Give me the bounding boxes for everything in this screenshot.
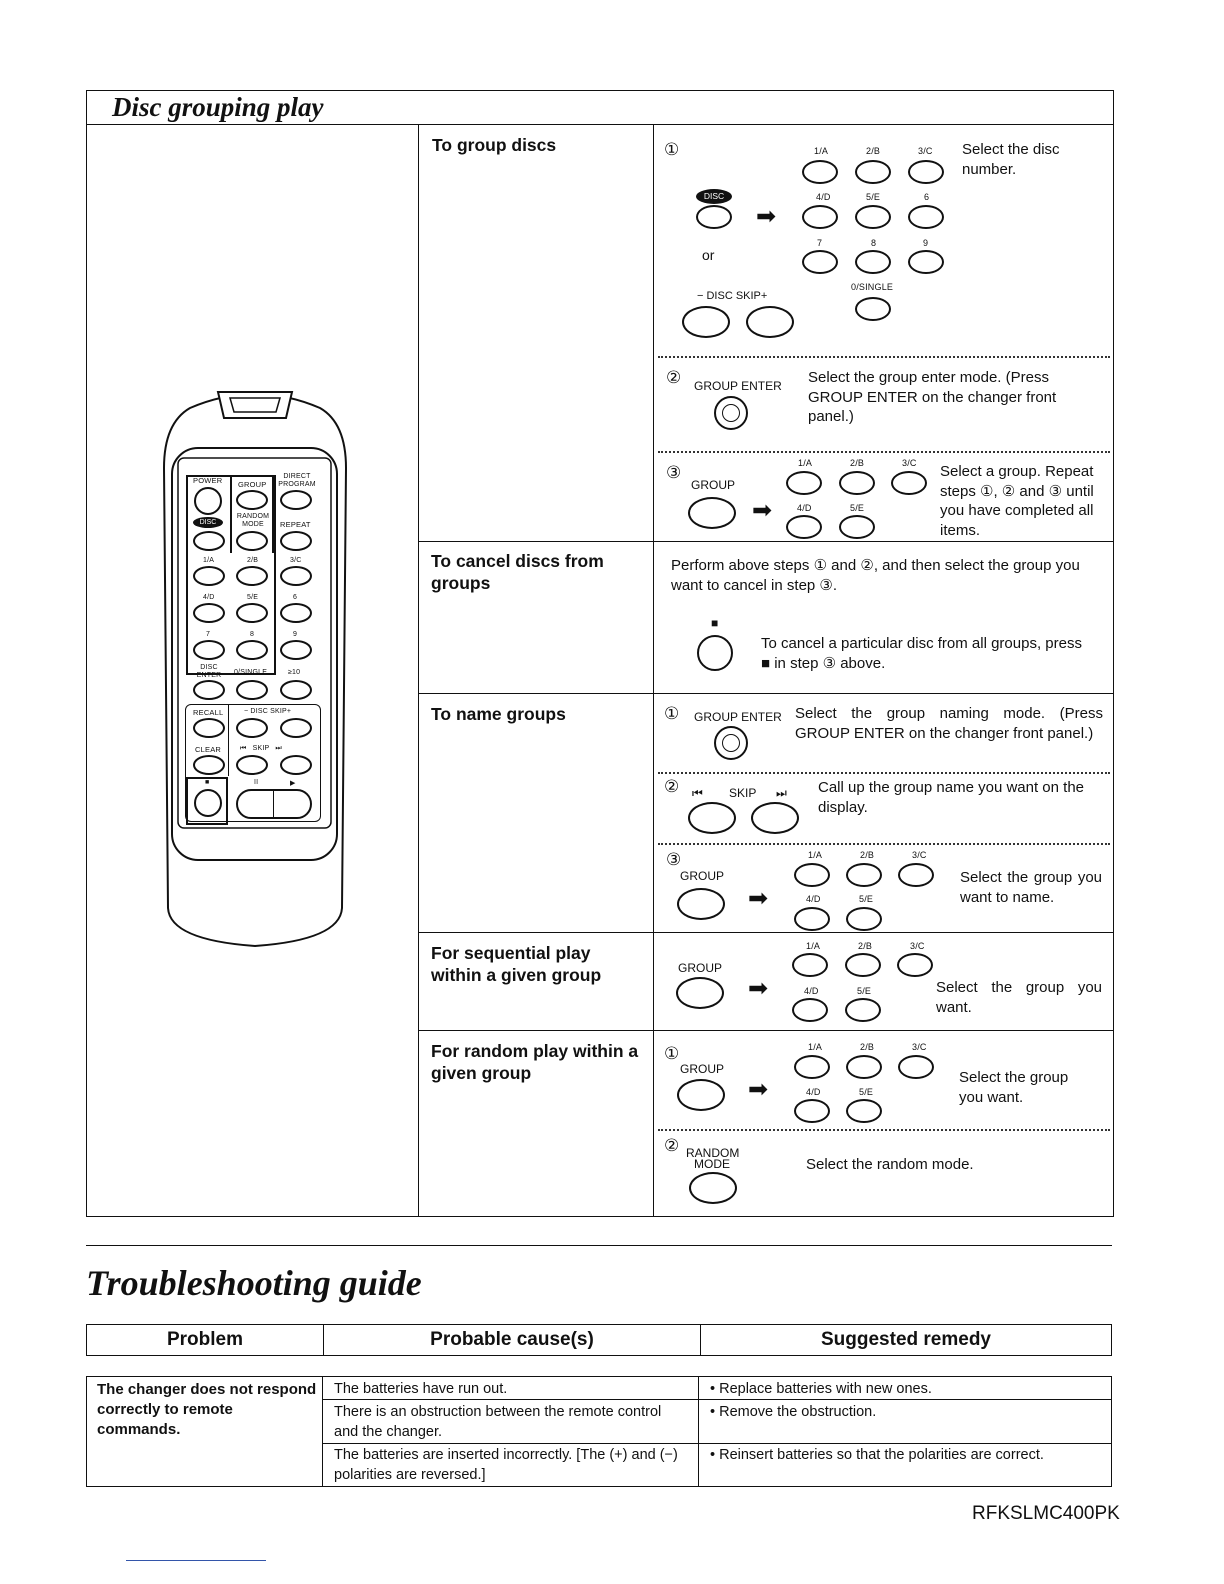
direct-program-label: DIRECT PROGRAM: [278, 473, 316, 488]
key-4-button[interactable]: [794, 1099, 830, 1123]
key-label: 4/D: [806, 1087, 821, 1097]
key-label: 1/A: [806, 941, 821, 951]
key-label: 3/C: [918, 146, 933, 156]
key-4-button[interactable]: [794, 907, 830, 931]
key-label: 5/E: [850, 503, 865, 513]
play-symbol: ▶: [290, 780, 296, 787]
dotted-separator: [658, 772, 1110, 774]
disc-skip-minus-button[interactable]: [236, 718, 268, 738]
key-1-button[interactable]: [794, 863, 830, 887]
step-number: ②: [664, 777, 680, 796]
disc-skip-plus-button[interactable]: [280, 718, 312, 738]
disc-button[interactable]: [696, 205, 732, 229]
row-divider: [418, 1030, 1114, 1031]
dotted-separator: [658, 1129, 1110, 1131]
group-enter-label: GROUP ENTER: [694, 379, 782, 393]
sequential-title: For sequential play within a given group: [431, 943, 602, 985]
remote-key-9[interactable]: [280, 640, 312, 660]
remote-stop-button[interactable]: [194, 789, 222, 817]
stop-symbol: ■: [205, 779, 210, 786]
ten-plus-label: ≥10: [288, 669, 301, 676]
skip-next-icon: ⏭: [776, 786, 787, 800]
key-label: 1/A: [814, 146, 829, 156]
key-label: 1/A: [808, 850, 823, 860]
group-enter-button[interactable]: [714, 726, 748, 760]
remedy-text: • Reinsert batteries so that the polarities are correct.: [710, 1447, 1044, 1463]
key-label: 7: [817, 238, 823, 248]
name-step3-description: Select the group you want to name.: [960, 869, 1102, 906]
key-5-button[interactable]: [845, 998, 881, 1022]
group-enter-button[interactable]: [714, 396, 748, 430]
dotted-separator: [658, 451, 1110, 453]
group-label: GROUP: [691, 478, 736, 492]
key-label: 7: [206, 631, 211, 638]
skip-next-button[interactable]: [751, 802, 799, 834]
remote-key-6[interactable]: [280, 603, 312, 623]
cause-text: The batteries have run out.: [334, 1381, 508, 1397]
disc-enter-button[interactable]: [193, 680, 225, 700]
random-title: For random play within a given group: [431, 1041, 639, 1083]
random-mode-button[interactable]: [689, 1172, 737, 1204]
key-label: 6: [293, 594, 298, 601]
troubleshooting-title: Troubleshooting guide: [86, 1263, 422, 1303]
random-step2-description: Select the random mode.: [806, 1156, 974, 1173]
key-label: 9: [293, 631, 298, 638]
key-7-button[interactable]: [802, 250, 838, 274]
pause-play-divider: [273, 791, 274, 817]
remote-disc-button[interactable]: [193, 531, 225, 551]
header-cause: Probable cause(s): [324, 1325, 701, 1355]
key-label: 1/A: [798, 458, 813, 468]
col-divider-right: [653, 124, 654, 1217]
footer-rule: [126, 1560, 266, 1561]
key-label: 3/C: [912, 1042, 927, 1052]
group-button[interactable]: [676, 977, 724, 1009]
key-4-button[interactable]: [792, 998, 828, 1022]
dotted-separator: [658, 356, 1110, 358]
disc-skip-label: − DISC SKIP+: [244, 708, 292, 715]
key-label: 4/D: [806, 894, 821, 904]
remote-zero-single-button[interactable]: [236, 680, 268, 700]
cause-text: There is an obstruction between the remote control and the changer.: [334, 1404, 662, 1440]
direct-program-button[interactable]: [280, 490, 312, 510]
cancel-discs-title: To cancel discs from groups: [431, 551, 604, 593]
key-label: 5/E: [247, 594, 259, 601]
step-number: ①: [664, 704, 680, 723]
random-mode-label: RANDOM MODE: [236, 513, 270, 528]
zero-single-label: 0/SINGLE: [851, 282, 894, 292]
clear-label: CLEAR: [195, 745, 222, 754]
random-step1-description: Select the group you want.: [959, 1069, 1069, 1106]
clear-button[interactable]: [193, 755, 225, 775]
key-label: 4/D: [797, 503, 812, 513]
key-label: 2/B: [850, 458, 865, 468]
disc-skip-label: − DISC SKIP+: [697, 290, 768, 302]
or-label: or: [702, 247, 715, 263]
key-label: 8: [250, 631, 255, 638]
stop-button[interactable]: [697, 635, 733, 671]
key-label: 8: [871, 238, 877, 248]
key-label: 3/C: [902, 458, 917, 468]
power-button[interactable]: [194, 487, 222, 515]
repeat-label: REPEAT: [280, 520, 311, 529]
skip-prev-button[interactable]: [236, 755, 268, 775]
dotted-separator: [658, 843, 1110, 845]
remote-key-7[interactable]: [193, 640, 225, 660]
remote-key-4[interactable]: [193, 603, 225, 623]
skip-prev-button[interactable]: [688, 802, 736, 834]
step-number: ①: [664, 1044, 680, 1063]
key-2-button[interactable]: [846, 863, 882, 887]
random-label: RANDOM: [686, 1146, 740, 1160]
sequential-description: Select the group you want.: [936, 979, 1102, 1016]
step1-description: Select the disc number.: [962, 141, 1060, 178]
cause-text: The batteries are inserted incorrectly. [The (+) and (−) polarities are reversed.]: [334, 1447, 678, 1483]
title-divider: [86, 124, 1114, 125]
key-label: 5/E: [859, 1087, 874, 1097]
key-2-button[interactable]: [846, 1055, 882, 1079]
power-label: POWER: [193, 476, 223, 485]
remote-key-1[interactable]: [193, 566, 225, 586]
group-label: GROUP: [238, 480, 267, 489]
key-label: 3/C: [912, 850, 927, 860]
key-9-button[interactable]: [908, 250, 944, 274]
group-label: GROUP: [680, 869, 725, 883]
pause-symbol: II: [254, 779, 259, 786]
remote-random-mode-button[interactable]: [236, 531, 268, 551]
key-1-button[interactable]: [786, 471, 822, 495]
key-label: 5/E: [857, 986, 872, 996]
key-label: 2/B: [247, 557, 259, 564]
pause-play-button[interactable]: [236, 789, 312, 819]
table-row-divider: [323, 1443, 1111, 1444]
key-5-button[interactable]: [846, 907, 882, 931]
remote-key-3[interactable]: [280, 566, 312, 586]
key-label: 5/E: [866, 192, 881, 202]
key-label: 4/D: [804, 986, 819, 996]
disc-enter-label: DISC ENTER: [196, 664, 222, 679]
key-label: 6: [924, 192, 930, 202]
key-label: 1/A: [203, 557, 215, 564]
skip-label: ⏮ SKIP ⏭: [240, 745, 282, 752]
zero-single-label: 0/SINGLE: [234, 669, 268, 676]
group-enter-inner-ring: [722, 404, 740, 422]
key-label: 9: [923, 238, 929, 248]
key-3-button[interactable]: [908, 160, 944, 184]
document-code: RFKSLMC400PK: [972, 1503, 1120, 1524]
key-label: 3/C: [910, 941, 925, 951]
key-label: 2/B: [858, 941, 873, 951]
section-rule: [86, 1245, 1112, 1246]
stop-icon: ■: [711, 616, 719, 630]
key-3-button[interactable]: [897, 953, 933, 977]
group-enter-inner-ring: [722, 734, 740, 752]
row-divider: [418, 932, 1114, 933]
skip-label: SKIP: [729, 786, 757, 800]
key-4-button[interactable]: [786, 515, 822, 539]
key-8-button[interactable]: [855, 250, 891, 274]
arrow-right-icon: ➡: [752, 497, 773, 524]
group-button[interactable]: [677, 1079, 725, 1111]
cancel-description: Perform above steps ① and ②, and then select the group you want to cancel in step ③.: [671, 557, 1080, 594]
problem-text: The changer does not respond correctly to remote commands.: [97, 1381, 317, 1438]
remote-group-button[interactable]: [236, 490, 268, 510]
disc-skip-plus-button[interactable]: [746, 306, 794, 338]
trouble-header: [86, 1324, 1112, 1356]
section-title: Disc grouping play: [112, 92, 324, 122]
key-2-button[interactable]: [839, 471, 875, 495]
remote-key-5[interactable]: [236, 603, 268, 623]
key-3-button[interactable]: [891, 471, 927, 495]
header-remedy: Suggested remedy: [821, 1329, 991, 1350]
key-5-button[interactable]: [839, 515, 875, 539]
key-6-button[interactable]: [908, 205, 944, 229]
key-label: 4/D: [816, 192, 831, 202]
trouble-table: [86, 1376, 1112, 1487]
step-number: ①: [664, 140, 680, 159]
remedy-text: • Replace batteries with new ones.: [710, 1381, 932, 1397]
recall-button[interactable]: [193, 718, 225, 738]
group-label: GROUP: [680, 1062, 725, 1076]
header-problem: Problem: [87, 1325, 324, 1355]
key-label: 4/D: [203, 594, 215, 601]
arrow-right-icon: ➡: [748, 1076, 769, 1103]
group-enter-label: GROUP ENTER: [694, 710, 782, 724]
disc-badge: DISC: [193, 517, 223, 528]
group-button[interactable]: [677, 888, 725, 920]
name-groups-title: To name groups: [431, 704, 566, 724]
remote-key-8[interactable]: [236, 640, 268, 660]
recall-label: RECALL: [193, 708, 224, 717]
group-label: GROUP: [678, 961, 723, 975]
step2-description: Select the group enter mode. (Press GROUP ENTER on the changer front panel.): [808, 369, 1057, 425]
col-divider-left: [418, 124, 419, 1217]
group-discs-title: To group discs: [432, 135, 557, 155]
repeat-button[interactable]: [280, 531, 312, 551]
step-number: ②: [664, 1136, 680, 1155]
key-1-button[interactable]: [794, 1055, 830, 1079]
mode-label: MODE: [694, 1157, 730, 1171]
transport-divider: [228, 704, 229, 776]
key-4-button[interactable]: [802, 205, 838, 229]
step-number: ③: [666, 850, 682, 869]
step-number: ③: [666, 463, 682, 482]
stop-description: To cancel a particular disc from all groups, press ■ in step ③ above.: [761, 635, 1082, 672]
row-divider: [418, 541, 1114, 542]
ten-plus-button[interactable]: [280, 680, 312, 700]
table-divider: [322, 1377, 323, 1486]
row-divider: [418, 693, 1114, 694]
group-button[interactable]: [688, 497, 736, 529]
name-step1-description: Select the group naming mode. (Press GROUP ENTER on the changer front panel.): [795, 705, 1103, 742]
key-3-button[interactable]: [898, 863, 934, 887]
disc-badge: DISC: [696, 189, 732, 204]
key-5-button[interactable]: [855, 205, 891, 229]
key-1-button[interactable]: [802, 160, 838, 184]
key-1-button[interactable]: [792, 953, 828, 977]
key-label: 2/B: [860, 1042, 875, 1052]
step-number: ②: [666, 368, 682, 387]
key-label: 3/C: [290, 557, 302, 564]
key-label: 2/B: [860, 850, 875, 860]
key-2-button[interactable]: [845, 953, 881, 977]
step3-description: Select a group. Repeat steps ①, ② and ③ until you have completed all items.: [940, 463, 1094, 539]
table-divider: [698, 1377, 699, 1486]
key-label: 1/A: [808, 1042, 823, 1052]
name-step2-description: Call up the group name you want on the display.: [818, 779, 1085, 816]
zero-single-button[interactable]: [855, 297, 891, 321]
key-label: 5/E: [859, 894, 874, 904]
key-label: 2/B: [866, 146, 881, 156]
key-2-button[interactable]: [855, 160, 891, 184]
arrow-right-icon: ➡: [748, 975, 769, 1002]
arrow-right-icon: ➡: [756, 203, 777, 230]
disc-skip-minus-button[interactable]: [682, 306, 730, 338]
skip-next-button[interactable]: [280, 755, 312, 775]
key-3-button[interactable]: [898, 1055, 934, 1079]
skip-prev-icon: ⏮: [692, 786, 703, 800]
key-5-button[interactable]: [846, 1099, 882, 1123]
remote-key-2[interactable]: [236, 566, 268, 586]
remedy-text: • Remove the obstruction.: [710, 1404, 877, 1420]
arrow-right-icon: ➡: [748, 885, 769, 912]
